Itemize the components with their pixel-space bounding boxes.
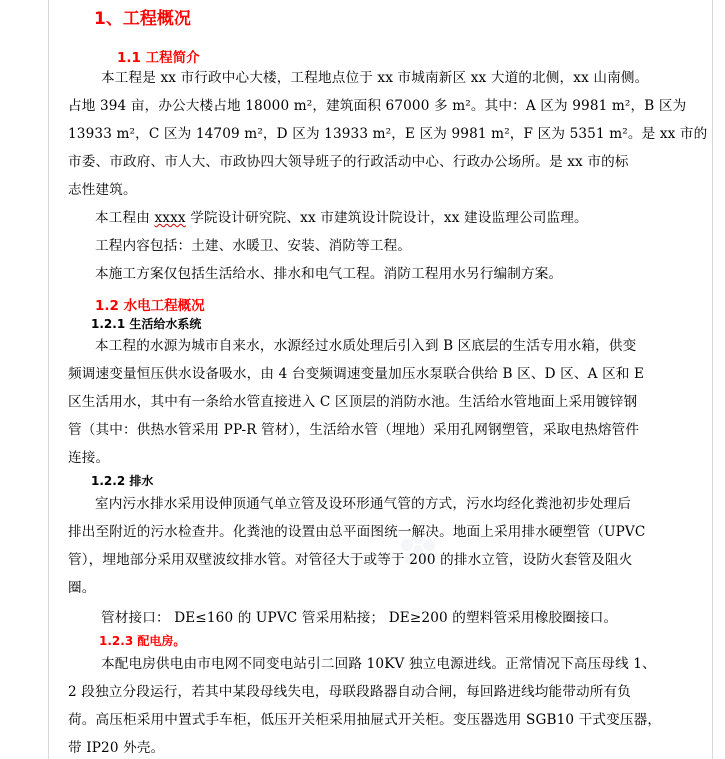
power-room-line-2: 2 段独立分段运行，若其中某段母线失电，母联段路器自动合闸，每回路进线均能带动所有负 [68,684,632,700]
drainage-line-2: 排出至附近的污水检查井。化粪池的设置由总平面图统一解决。地面上采用排水硬塑管（UPVC [68,524,646,540]
intro-line-3: 13933 m²，C 区为 14709 m²，D 区为 13933 m²，E 区为 9981 m²，F 区为 5351 m²。是 xx 市的 [68,126,708,142]
intro-line-1: 本工程是 xx 市行政中心大楼，工程地点位于 xx 市城南新区 xx 大道的北侧，xx 山南侧。 [101,70,649,86]
power-room-line-4: 带 IP20 外壳。 [68,740,165,756]
drainage-line-3: 管），埋地部分采用双壁波纹排水管。对管径大于或等于 200 的排水立管，设防火套管及阻火 [68,552,633,568]
work-scope-line: 工程内容包括：土建、水暖卫、安装、消防等工程。 [95,238,412,254]
page-margin-line-right [712,0,713,759]
design-unit-suffix: 学院设计研究院、xx 市建筑设计院设计，xx 建设监理公司监理。 [185,210,588,226]
drainage-line-1: 室内污水排水采用设伸顶通气单立管及设环形通气管的方式，污水均经化粪池初步处理后 [95,496,632,512]
section-1-1-heading: 1.1 工程简介 [117,50,200,66]
section-1-2-3-heading: 1.2.3 配电房。 [99,634,186,648]
water-supply-line-2: 频调速变量恒压供水设备吸水，由 4 台变频调速变量加压水泵联合供给 B 区、D 区、A 区和 E [68,366,645,382]
power-room-line-1: 本配电房供电由市电网不同变电站引二回路 10KV 独立电源进线。正常情况下高压母线 1、 [101,656,656,672]
plan-scope-line: 本施工方案仅包括生活给水、排水和电气工程。消防工程用水另行编制方案。 [95,266,563,282]
section-1-2-heading: 1.2 水电工程概况 [95,298,205,314]
intro-line-2: 占地 394 亩，办公大楼占地 18000 m²，建筑面积 67000 多 m²。其中：A 区为 9981 m²，B 区为 [68,98,687,114]
section-1-2-1-heading: 1.2.1 生活给水系统 [91,317,202,331]
design-unit-line [95,206,588,226]
power-room-line-3: 荷。高压柜采用中置式手车柜，低压开关柜采用抽屉式开关柜。变压器选用 SGB10 干式变压器， [68,712,662,728]
water-supply-line-3: 区生活用水，其中有一条给水管直接进入 C 区顶层的消防水池。生活给水管地面上采用镀锌钢 [68,394,638,410]
design-unit-prefix: 本工程由 [95,210,155,226]
page-margin-line-left [48,0,49,759]
section-1-2-2-heading: 1.2.2 排水 [91,474,154,488]
section-1-heading: 1、工程概况 [94,9,191,29]
water-supply-line-4: 管（其中：供热水管采用 PP-R 管材），生活给水管（埋地）采用孔网钢塑管，采取电热熔管件 [68,422,640,438]
pipe-joint-line: 管材接口： DE≤160 的 UPVC 管采用粘接； DE≥200 的塑料管采用橡胶圈接口。 [101,610,618,626]
intro-line-4: 市委、市政府、市人大、市政协四大领导班子的行政活动中心、行政办公场所。是 xx 市的标 [68,154,629,170]
design-unit-name-underlined: xxxx [154,210,186,226]
intro-line-5: 志性建筑。 [68,182,137,198]
water-supply-line-5: 连接。 [68,450,110,466]
water-supply-line-1: 本工程的水源为城市自来水，水源经过水质处理后引入到 B 区底层的生活专用水箱，供变 [95,338,637,354]
drainage-line-4: 圈。 [68,580,96,596]
